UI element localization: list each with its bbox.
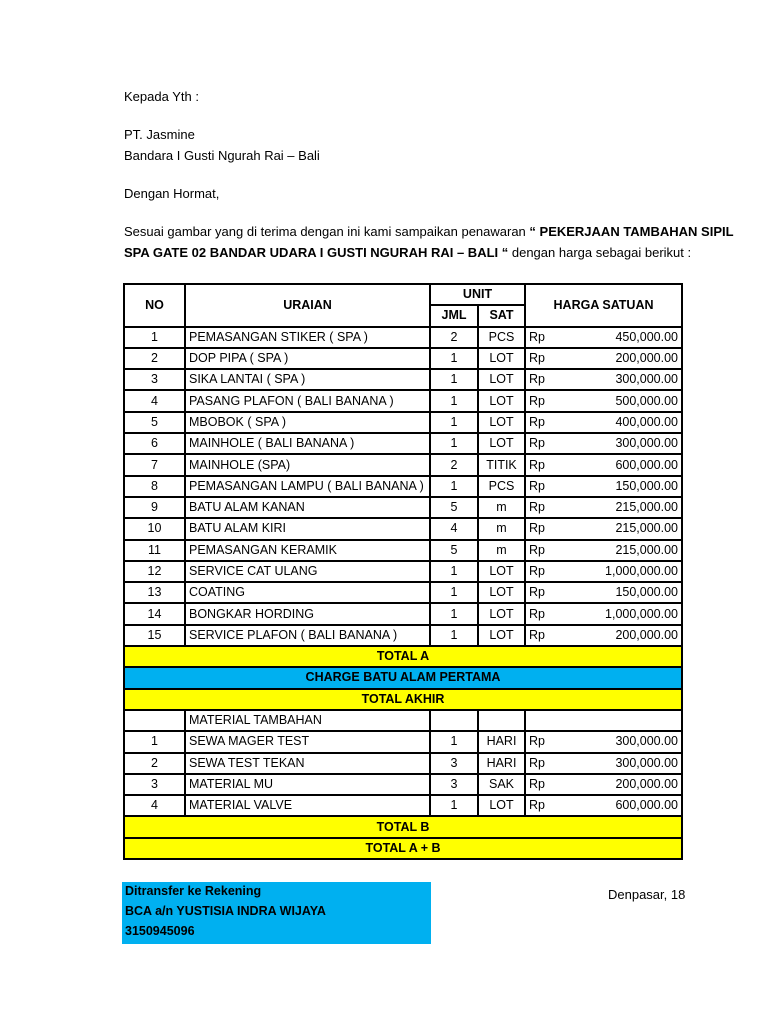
row-harga: 215,000.00 [569, 497, 682, 518]
row-harga: 300,000.00 [569, 433, 682, 454]
row-currency: Rp [525, 476, 569, 497]
row-uraian: MATERIAL MU [185, 774, 430, 795]
header-uraian: URAIAN [185, 284, 430, 327]
row-uraian: SEWA TEST TEKAN [185, 753, 430, 774]
row-sat: TITIK [478, 454, 525, 475]
row-no: 5 [124, 412, 185, 433]
row-no: 3 [124, 369, 185, 390]
row-uraian: PEMASANGAN STIKER ( SPA ) [185, 327, 430, 348]
table-row [124, 603, 682, 624]
row-currency: Rp [525, 731, 569, 752]
row-sat: LOT [478, 390, 525, 411]
row-uraian: MAINHOLE ( BALI BANANA ) [185, 433, 430, 454]
table-row [124, 390, 682, 411]
row-harga: 400,000.00 [569, 412, 682, 433]
table-row [124, 561, 682, 582]
table-row [124, 348, 682, 369]
table-row [124, 774, 682, 795]
row-currency: Rp [525, 497, 569, 518]
header-unit: UNIT [430, 284, 525, 305]
row-jml: 1 [430, 369, 478, 390]
row-sat: SAK [478, 774, 525, 795]
row-jml: 1 [430, 795, 478, 816]
table-row [124, 753, 682, 774]
row-no: 6 [124, 433, 185, 454]
row-currency: Rp [525, 390, 569, 411]
row-jml: 1 [430, 603, 478, 624]
total-akhir-row-label: TOTAL AKHIR [124, 689, 682, 710]
row-sat: HARI [478, 753, 525, 774]
table-row [124, 476, 682, 497]
row-sat: LOT [478, 433, 525, 454]
row-currency: Rp [525, 327, 569, 348]
row-harga: 150,000.00 [569, 582, 682, 603]
table-body [124, 327, 682, 859]
row-jml: 1 [430, 348, 478, 369]
charge-row [124, 667, 682, 688]
row-uraian: DOP PIPA ( SPA ) [185, 348, 430, 369]
table-row [124, 540, 682, 561]
row-jml: 1 [430, 476, 478, 497]
row-uraian: SERVICE CAT ULANG [185, 561, 430, 582]
table-row [124, 454, 682, 475]
row-uraian: MATERIAL VALVE [185, 795, 430, 816]
row-jml: 1 [430, 582, 478, 603]
row-uraian: COATING [185, 582, 430, 603]
total-akhir-row [124, 689, 682, 710]
row-jml: 1 [430, 561, 478, 582]
table-row [124, 795, 682, 816]
row-uraian: PASANG PLAFON ( BALI BANANA ) [185, 390, 430, 411]
row-sat: m [478, 497, 525, 518]
row-uraian: SIKA LANTAI ( SPA ) [185, 369, 430, 390]
table-row [124, 582, 682, 603]
row-harga: 200,000.00 [569, 774, 682, 795]
intro-line-1 [124, 224, 734, 239]
row-harga: 200,000.00 [569, 348, 682, 369]
row-no: 1 [124, 731, 185, 752]
row-no: 8 [124, 476, 185, 497]
row-currency: Rp [525, 540, 569, 561]
row-uraian: BONGKAR HORDING [185, 603, 430, 624]
bank-info-box [122, 882, 431, 944]
row-no: 3 [124, 774, 185, 795]
row-harga: 200,000.00 [569, 625, 682, 646]
quotation-table [123, 283, 683, 860]
bank-line-2: BCA a/n YUSTISIA INDRA WIJAYA [125, 904, 326, 918]
table-row [124, 327, 682, 348]
row-sat: m [478, 518, 525, 539]
row-harga: 215,000.00 [569, 540, 682, 561]
material-header-row [124, 710, 682, 731]
row-sat: PCS [478, 476, 525, 497]
row-no: 15 [124, 625, 185, 646]
row-jml: 1 [430, 390, 478, 411]
row-uraian: MBOBOK ( SPA ) [185, 412, 430, 433]
row-sat: LOT [478, 582, 525, 603]
row-no: 4 [124, 390, 185, 411]
empty-cell [124, 710, 185, 731]
row-jml: 1 [430, 412, 478, 433]
total-ab-row-label: TOTAL A + B [124, 838, 682, 859]
row-no: 12 [124, 561, 185, 582]
greeting: Kepada Yth : [124, 89, 199, 104]
row-currency: Rp [525, 518, 569, 539]
row-sat: m [478, 540, 525, 561]
bank-account-number: 3150945096 [125, 924, 195, 938]
intro-tail: dengan harga sebagai berikut : [508, 245, 692, 260]
intro-line-2 [124, 245, 691, 260]
row-uraian: BATU ALAM KIRI [185, 518, 430, 539]
project-title: SPA GATE 02 BANDAR UDARA I GUSTI NGURAH RAI – BALI “ [124, 245, 509, 260]
charge-row-label: CHARGE BATU ALAM PERTAMA [124, 667, 682, 688]
row-currency: Rp [525, 412, 569, 433]
row-sat: LOT [478, 603, 525, 624]
row-harga: 300,000.00 [569, 731, 682, 752]
place-date: Denpasar, 18 [608, 887, 686, 902]
row-currency: Rp [525, 561, 569, 582]
row-no: 14 [124, 603, 185, 624]
row-currency: Rp [525, 603, 569, 624]
row-currency: Rp [525, 582, 569, 603]
row-sat: LOT [478, 561, 525, 582]
bank-line-1: Ditransfer ke Rekening [125, 884, 262, 898]
total-ab-row [124, 838, 682, 859]
row-no: 4 [124, 795, 185, 816]
row-jml: 4 [430, 518, 478, 539]
row-jml: 5 [430, 540, 478, 561]
empty-cell [478, 710, 525, 731]
row-sat: LOT [478, 369, 525, 390]
row-harga: 500,000.00 [569, 390, 682, 411]
row-jml: 1 [430, 731, 478, 752]
row-no: 9 [124, 497, 185, 518]
row-jml: 3 [430, 774, 478, 795]
row-uraian: SERVICE PLAFON ( BALI BANANA ) [185, 625, 430, 646]
row-no: 2 [124, 348, 185, 369]
row-currency: Rp [525, 369, 569, 390]
total-a-row [124, 646, 682, 667]
row-jml: 3 [430, 753, 478, 774]
row-harga: 300,000.00 [569, 369, 682, 390]
row-no: 11 [124, 540, 185, 561]
row-harga: 450,000.00 [569, 327, 682, 348]
row-harga: 600,000.00 [569, 454, 682, 475]
table-row [124, 369, 682, 390]
row-harga: 600,000.00 [569, 795, 682, 816]
header-jml: JML [430, 305, 478, 326]
row-currency: Rp [525, 753, 569, 774]
row-sat: LOT [478, 348, 525, 369]
row-sat: LOT [478, 625, 525, 646]
empty-cell [525, 710, 682, 731]
table-row [124, 433, 682, 454]
row-uraian: MAINHOLE (SPA) [185, 454, 430, 475]
row-no: 2 [124, 753, 185, 774]
row-harga: 1,000,000.00 [569, 603, 682, 624]
row-harga: 300,000.00 [569, 753, 682, 774]
row-uraian: PEMASANGAN LAMPU ( BALI BANANA ) [185, 476, 430, 497]
material-header: MATERIAL TAMBAHAN [185, 710, 430, 731]
total-a-row-label: TOTAL A [124, 646, 682, 667]
row-jml: 1 [430, 433, 478, 454]
row-no: 13 [124, 582, 185, 603]
intro-text: Sesuai gambar yang di terima dengan ini kami sampaikan penawaran [124, 224, 530, 239]
row-currency: Rp [525, 454, 569, 475]
header-harga: HARGA SATUAN [525, 284, 682, 327]
table-row [124, 518, 682, 539]
row-uraian: PEMASANGAN KERAMIK [185, 540, 430, 561]
row-sat: LOT [478, 795, 525, 816]
intro-bold: “ PEKERJAAN TAMBAHAN SIPIL [529, 224, 734, 239]
header-sat: SAT [478, 305, 525, 326]
total-b-row [124, 816, 682, 837]
table-row [124, 731, 682, 752]
row-harga: 150,000.00 [569, 476, 682, 497]
company-name: PT. Jasmine [124, 127, 195, 142]
row-jml: 5 [430, 497, 478, 518]
row-sat: HARI [478, 731, 525, 752]
row-jml: 1 [430, 625, 478, 646]
row-uraian: BATU ALAM KANAN [185, 497, 430, 518]
row-sat: LOT [478, 412, 525, 433]
table-row [124, 497, 682, 518]
row-currency: Rp [525, 795, 569, 816]
header-no: NO [124, 284, 185, 327]
empty-cell [430, 710, 478, 731]
row-harga: 1,000,000.00 [569, 561, 682, 582]
row-sat: PCS [478, 327, 525, 348]
company-address: Bandara I Gusti Ngurah Rai – Bali [124, 148, 320, 163]
row-no: 1 [124, 327, 185, 348]
row-currency: Rp [525, 433, 569, 454]
row-currency: Rp [525, 774, 569, 795]
row-jml: 2 [430, 454, 478, 475]
row-uraian: SEWA MAGER TEST [185, 731, 430, 752]
row-currency: Rp [525, 625, 569, 646]
table-row [124, 412, 682, 433]
row-jml: 2 [430, 327, 478, 348]
table-row [124, 625, 682, 646]
row-harga: 215,000.00 [569, 518, 682, 539]
total-b-row-label: TOTAL B [124, 816, 682, 837]
row-currency: Rp [525, 348, 569, 369]
row-no: 7 [124, 454, 185, 475]
row-no: 10 [124, 518, 185, 539]
salutation: Dengan Hormat, [124, 186, 220, 201]
